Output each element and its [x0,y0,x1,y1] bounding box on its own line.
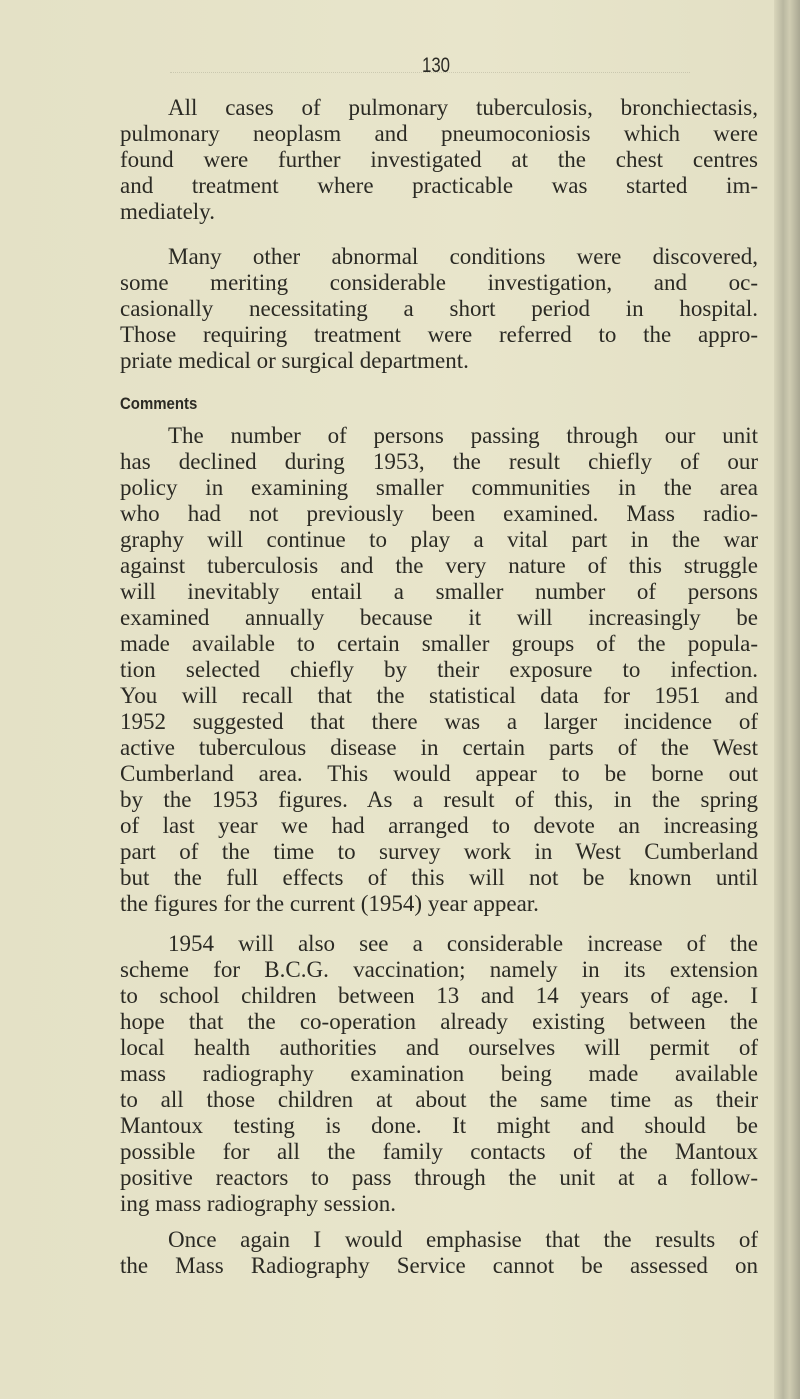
paragraph-3-line: examined annually because it will increasingly be [120,605,758,630]
paragraph-4-line: hope that the co-operation already existing between the [120,1009,758,1034]
paragraph-1-line: mediately. [120,199,215,224]
paragraph-3-line: The number of persons passing through our unit [168,423,758,448]
paragraph-1-line: pulmonary neoplasm and pneumoconiosis which were [120,121,758,146]
paragraph-2-line: casionally necessitating a short period in hospital. [120,296,758,321]
paragraph-4-line: mass radiography examination being made available [120,1061,758,1086]
paragraph-4-line: scheme for B.C.G. vaccination; namely in its extension [120,957,758,982]
paragraph-2-line: some meriting considerable investigation, and oc- [120,270,758,295]
paragraph-2-line: Those requiring treatment were referred to the appro- [120,322,758,347]
paragraph-3-line: will inevitably entail a smaller number of persons [120,579,758,604]
paragraph-1-line: and treatment where practicable was started im- [120,173,758,198]
paragraph-3-line: but the full effects of this will not be known until [120,865,758,890]
section-heading-comments: Comments [120,394,198,413]
paragraph-3-line: part of the time to survey work in West Cumberland [120,839,758,864]
page-number: 130 [421,54,451,77]
page-edge-shadow [774,0,800,1399]
paragraph-5-line: Once again I would emphasise that the results of [168,1227,758,1252]
paragraph-3-line: You will recall that the statistical data for 1951 and [120,683,758,708]
paragraph-4-line: local health authorities and ourselves will permit of [120,1035,758,1060]
paragraph-3-line: of last year we had arranged to devote an increasing [120,813,758,838]
paragraph-3-line: by the 1953 figures. As a result of this, in the spring [120,787,758,812]
paragraph-2-line: priate medical or surgical department. [120,348,469,373]
paragraph-1-line: All cases of pulmonary tuberculosis, bronchiectasis, [168,95,758,120]
paragraph-4-line: to school children between 13 and 14 years of age. I [120,983,758,1008]
paragraph-4-line: possible for all the family contacts of the Mantoux [120,1139,758,1164]
paragraph-3-line: against tuberculosis and the very nature of this struggle [120,553,758,578]
paragraph-3-line: tion selected chiefly by their exposure to infection. [120,657,758,682]
paragraph-2-line: Many other abnormal conditions were discovered, [168,244,758,269]
paragraph-4-line: to all those children at about the same time as their [120,1087,758,1112]
paragraph-3-line: graphy will continue to play a vital part in the war [120,527,758,552]
paragraph-5-line: the Mass Radiography Service cannot be assessed on [120,1253,758,1278]
paragraph-4-line: ing mass radiography session. [120,1191,396,1216]
paragraph-3-line: active tuberculous disease in certain parts of the West [120,735,758,760]
paragraph-4-line: 1954 will also see a considerable increase of the [168,931,758,956]
paragraph-4-line: Mantoux testing is done. It might and should be [120,1113,758,1138]
paragraph-3-line: Cumberland area. This would appear to be borne out [120,761,758,786]
paragraph-3-line: policy in examining smaller communities in the area [120,475,758,500]
paragraph-4-line: positive reactors to pass through the unit at a follow- [120,1165,758,1190]
paragraph-3-line: who had not previously been examined. Mass radio- [120,501,758,526]
paragraph-3-line: the figures for the current (1954) year appear. [120,891,539,916]
paragraph-3-line: has declined during 1953, the result chiefly of our [120,449,758,474]
paragraph-1-line: found were further investigated at the chest centres [120,147,758,172]
paragraph-3-line: made available to certain smaller groups of the popula- [120,631,758,656]
paragraph-3-line: 1952 suggested that there was a larger incidence of [120,709,758,734]
